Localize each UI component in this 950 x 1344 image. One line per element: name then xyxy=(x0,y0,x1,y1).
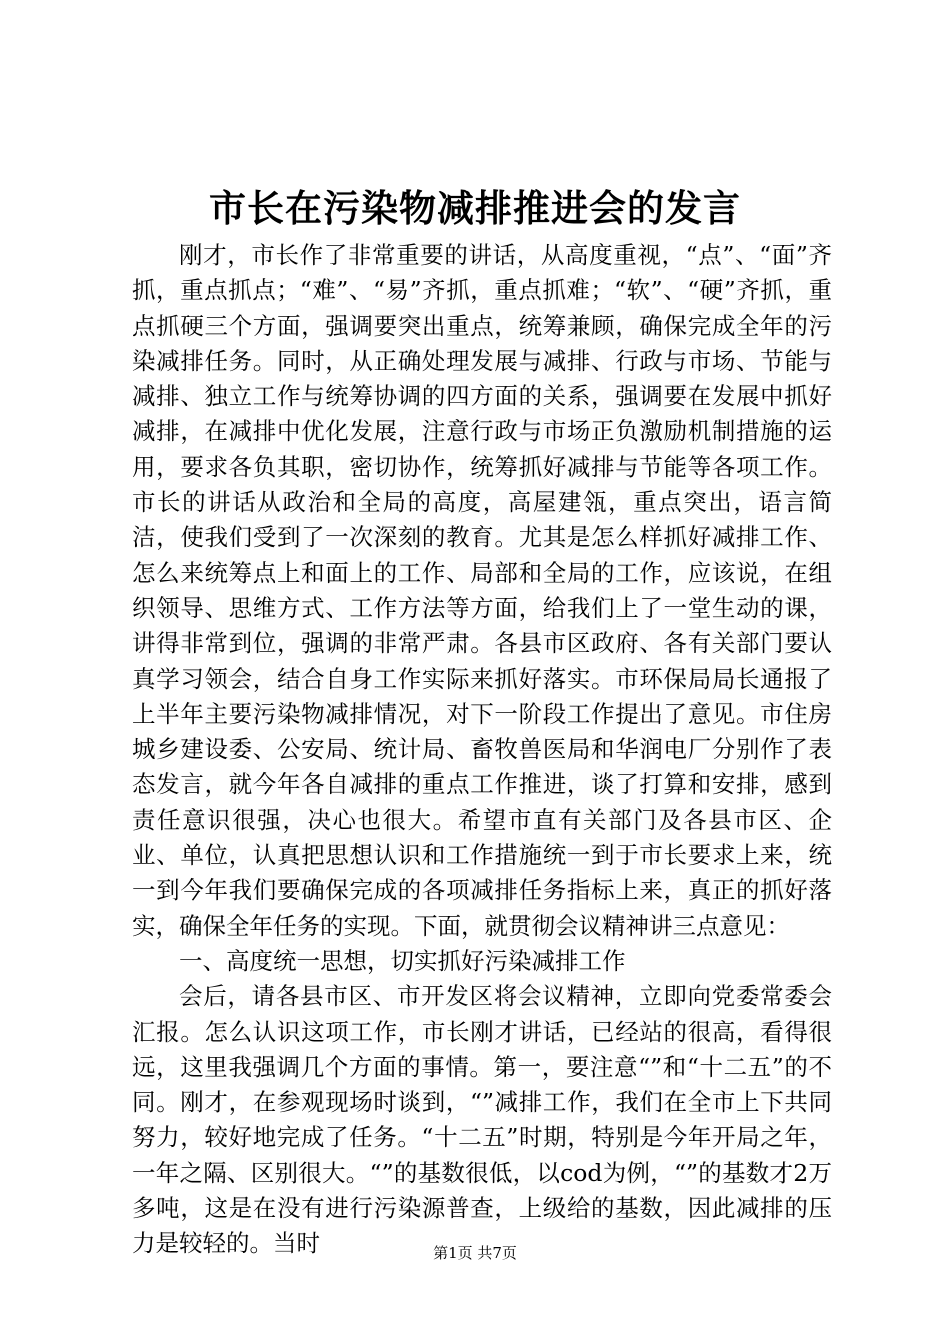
paragraph-section-1: 会后，请各县市区、市开发区将会议精神，立即向党委常委会汇报。怎么认识这项工作，市长刚才讲话，已经站的很高，看得很远，这里我强调几个方面的事情。第一，要注意“”和“十二五”的不同。刚才，在参观现场时谈到，“”减排工作，我们在全市上下共同努力，较好地完成了任务。“十二五”时期，特别是今年开局之年，一年之隔、区别很大。“”的基数很低，以cod为例，“”的基数才2万多吨，这是在没有进行污染源普查，上级给的基数，因此减排的压力是较轻的。当时 xyxy=(132,982,832,1258)
document-body xyxy=(132,238,832,1262)
section-heading-1: 一、高度统一思想，切实抓好污染减排工作 xyxy=(179,946,626,975)
paragraph-opening: 刚才，市长作了非常重要的讲话，从高度重视，“点”、“面”齐抓，重点抓点；“难”、“易”齐抓，重点抓难；“软”、“硬”齐抓，重点抓硬三个方面，强调要突出重点，统筹兼顾，确保完成全年的污染减排任务。同时，从正确处理发展与减排、行政与市场、节能与减排、独立工作与统筹协调的四方面的关系，强调要在发展中抓好减排，在减排中优化发展，注意行政与市场正负激励机制措施的运用，要求各负其职，密切协作，统筹抓好减排与节能等各项工作。市长的讲话从政治和全局的高度，高屋建瓴，重点突出，语言简洁，使我们受到了一次深刻的教育。尤其是怎么样抓好减排工作、怎么来统筹点上和面上的工作、局部和全局的工作，应该说，在组织领导、思维方式、工作方法等方面，给我们上了一堂生动的课，讲得非常到位，强调的非常严肃。各县市区政府、各有关部门要认真学习领会，结合自身工作实际来抓好落实。市环保局局长通报了上半年主要污染物减排情况，对下一阶段工作提出了意见。市住房城乡建设委、公安局、统计局、畜牧兽医局和华润电厂分别作了表态发言，就今年各自减排的重点工作推进，谈了打算和安排，感到责任意识很强，决心也很大。希望市直有关部门及各县市区、企业、单位，认真把思想认识和工作措施统一到于市长要求上来，统一到今年我们要确保完成的各项减排任务指标上来，真正的抓好落实，确保全年任务的实现。下面，就贯彻会议精神讲三点意见： xyxy=(132,241,832,940)
page-footer: 第1页 共7页 xyxy=(433,1244,517,1262)
document-title: 市长在污染物减排推进会的发言 xyxy=(209,186,741,230)
